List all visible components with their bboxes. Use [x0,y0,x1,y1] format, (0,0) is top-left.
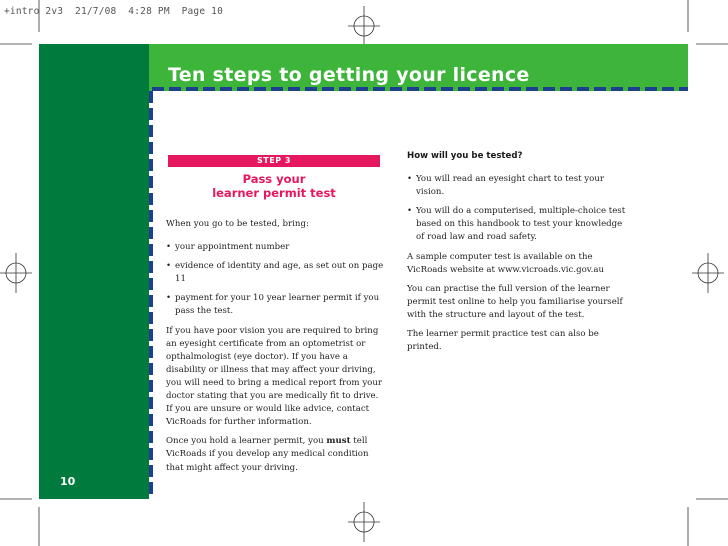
left-text-column [166,218,384,481]
header-dashed-rule [152,87,688,91]
list-item: • your appointment number [166,241,384,254]
page-number: 10 [60,475,76,488]
testing-list [407,173,627,244]
step-title [168,172,380,200]
step-title-line-2: learner permit test [212,186,336,200]
permit-emphasis: must [326,436,351,447]
step-title-line-1: Pass your [242,172,306,186]
page-title: Ten steps to getting your licence [168,64,530,86]
step-label-bar: STEP 3 [168,155,380,167]
permit-text-before: Once you hold a learner permit, you [166,436,327,447]
medical-condition-paragraph [166,435,384,474]
print-slug-line: +intro 2v3 21/7/08 4:28 PM Page 10 [4,6,224,17]
bring-list [166,241,384,318]
list-item: • payment for your 10 year learner permit if you pass the test. [166,292,384,318]
bring-intro: When you go to be tested, bring: [166,219,309,229]
right-text-column [407,150,627,360]
list-item: • evidence of identity and age, as set out on page 11 [166,260,384,286]
permit-text-after: tell VicRoads if you develop any medical condition that might affect your driving. [166,436,369,473]
list-item: • You will do a computerised, multiple-choice test based on this handbook to test your knowledge of road law and road safety. [407,205,627,244]
sample-test-paragraph: A sample computer test is available on the VicRoads website at www.vicroads.vic.gov.au [407,251,605,275]
margin-dashed-rule [149,91,153,499]
printable-test-paragraph: The learner permit practice test can also be printed. [407,329,599,353]
list-item: • You will read an eyesight chart to test your vision. [407,173,627,199]
vision-paragraph: If you have poor vision you are required to bring an eyesight certificate from an optometrist or opthalmologist (eye doctor). If you have a disability or illness that may affect your driving, you will need to bring a medical report from your doctor stating that you are medically fit to drive. If you are unsure or would like advice, contact VicRoads for further information. [166,325,382,428]
left-green-margin-band [39,44,149,499]
practice-online-paragraph: You can practise the full version of the learner permit test online to help you familiarise yourself with the structure and layout of the test. [407,283,623,320]
testing-heading: How will you be tested? [407,151,523,161]
